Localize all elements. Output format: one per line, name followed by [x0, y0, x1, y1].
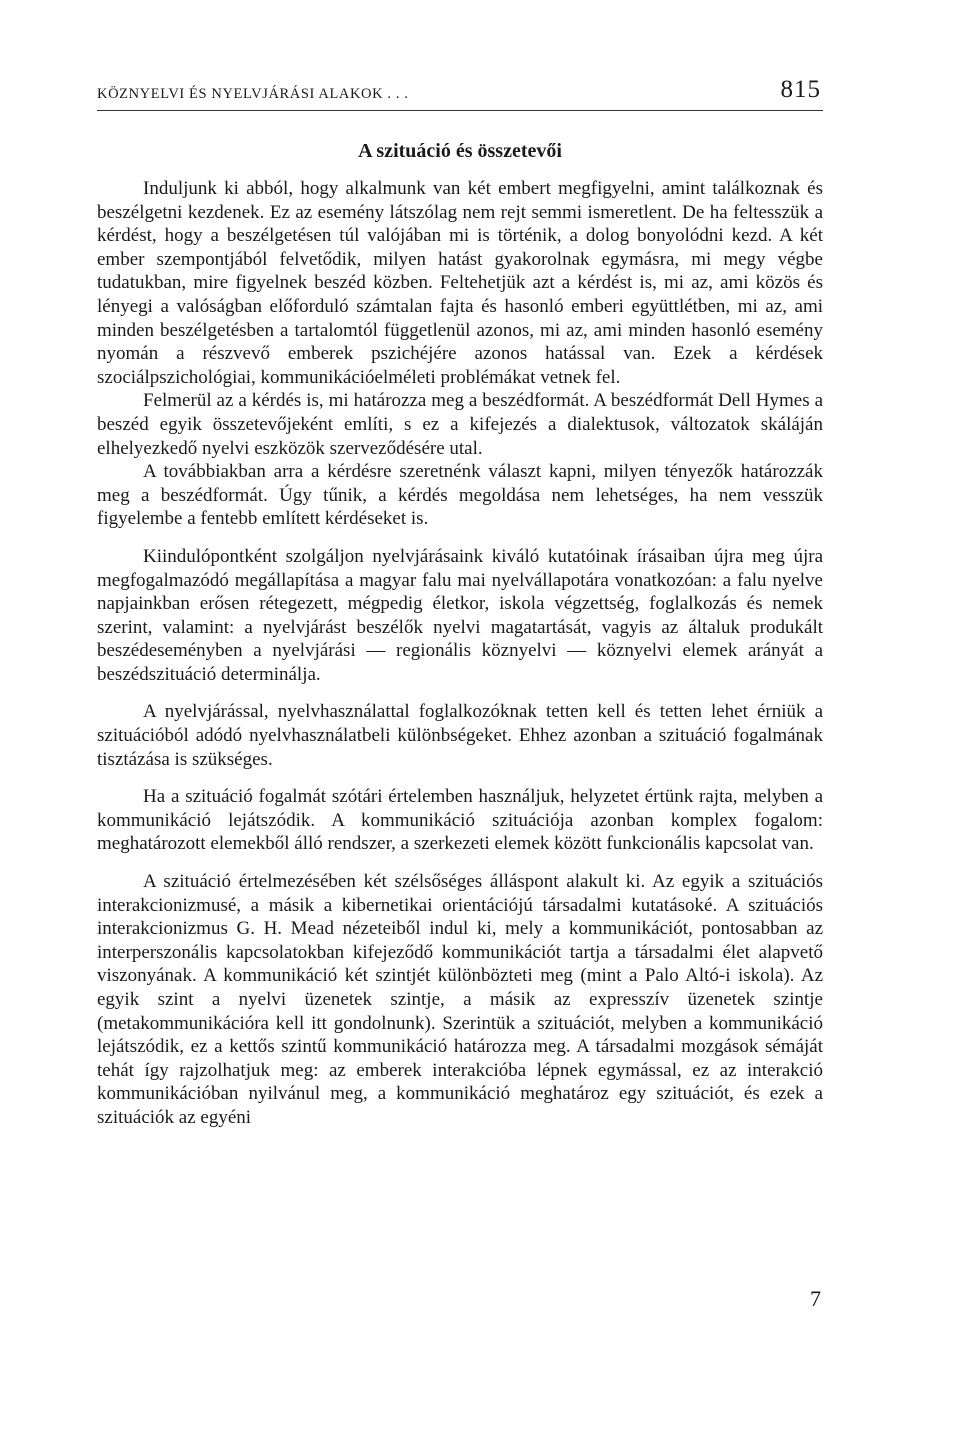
running-header	[97, 76, 823, 111]
paragraph: Kiindulópontként szolgáljon nyelvjárásaink kiváló kutatóinak írásaiban újra meg újra megfogalmazódó megállapítása a magyar falu mai nyelvállapotára vonatkozóan: a falu nyelve napjainkban erősen rétegezett, mégpedig életkor, iskola végzettség, foglalkozás és nemek szerint, valamint: a nyelvjárást beszélők nyelvi magatartását, vagyis az általuk produkált beszédeseményben a nyelvjárási — regionális köznyelvi — köznyelvi elemek arányát a beszédszituáció determinálja.	[97, 545, 823, 685]
paragraph: A továbbiakban arra a kérdésre szeretnénk választ kapni, milyen tényezők határozzák meg a beszédformát. Úgy tűnik, a kérdés megoldása nem lehetséges, ha nem vesszük figyelembe a fentebb említett kérdéseket is.	[97, 461, 823, 530]
footer-page-number: 7	[810, 1286, 821, 1311]
paragraph: A nyelvjárással, nyelvhasználattal foglalkozóknak tetten kell és tetten lehet érniük a szituációból adódó nyelvhasználatbeli különbségeket. Ehhez azonban a szituáció fogalmának tisztázása is szükséges.	[97, 701, 823, 770]
book-page	[97, 0, 823, 1453]
section-title: A szituáció és összetevői	[358, 140, 562, 162]
body-text	[97, 177, 823, 1130]
paragraph: Felmerül az a kérdés is, mi határozza meg a beszédformát. A beszédformát Dell Hymes a beszéd egyik összetevőjeként említi, s ez a kifejezés a dialektusok, változatok skáláján elhelyezkedő nyelvi eszközök szerveződésére utal.	[97, 390, 823, 459]
paragraph: Induljunk ki abból, hogy alkalmunk van két embert megfigyelni, amint találkoznak és beszélgetni kezdenek. Ez az esemény látszólag nem rejt semmi ismeretlent. De ha feltesszük a kérdést, hogy a beszélgetésen túl valójában mi is történik, a dolog bonyolódni kezd. A két ember szempontjából felvetődik, milyen hatást gyakorolnak egymásra, mi megy végbe tudatukban, mire figyelnek beszéd közben. Feltehetjük azt a kérdést is, mi az, ami közös és lényegi a valóságban előforduló számtalan fajta és hasonló emberi együttlétben, mi az, ami minden beszélgetésben a tartalomtól függetlenül azonos, mi az, ami minden hasonló esemény nyomán a részvevő emberek pszichéjére azonos hatással van. Ezek a kérdések szociálpszichológiai, kommunikációelméleti problémákat vetnek fel.	[97, 178, 823, 388]
paragraph: Ha a szituáció fogalmát szótári értelemben használjuk, helyzetet értünk rajta, melyben a kommunikáció lejátszódik. A kommunikáció szituációja azonban komplex fogalom: meghatározott elemekből álló rendszer, a szerkezeti elemek között funkcionális kapcsolat van.	[97, 786, 823, 855]
running-title: KÖZNYELVI ÉS NYELVJÁRÁSI ALAKOK . . .	[97, 86, 409, 102]
page-number: 815	[780, 76, 821, 103]
paragraph: A szituáció értelmezésében két szélsőséges álláspont alakult ki. Az egyik a szituációs interakcionizmusé, a másik a kibernetikai orientációjú társadalmi kutatásoké. A szituációs interakcionizmus G. H. Mead nézeteiből indul ki, mely a kommunikációt, pontosabban az interperszonális kapcsolatokban kifejeződő kommunikációt tartja a társadalmi élet alapvető viszonyának. A kommunikáció két szintjét különbözteti meg (mint a Palo Altó-i iskola). Az egyik szint a nyelvi üzenetek szintje, a másik az expresszív üzenetek szintje (metakommunikációra kell itt gondolnunk). Szerintük a szituációt, melyben a kommunikáció lejátszódik, ez a kettős szintű kommunikáció határozza meg. A társadalmi mozgások sémáját tehát így rajzolhatjuk meg: az emberek interakcióba lépnek egymással, ez az interakció kommunikációban nyilvánul meg, a kommunikáció meghatároz egy szituációt, és ezek a szituációk az egyéni	[97, 871, 823, 1128]
